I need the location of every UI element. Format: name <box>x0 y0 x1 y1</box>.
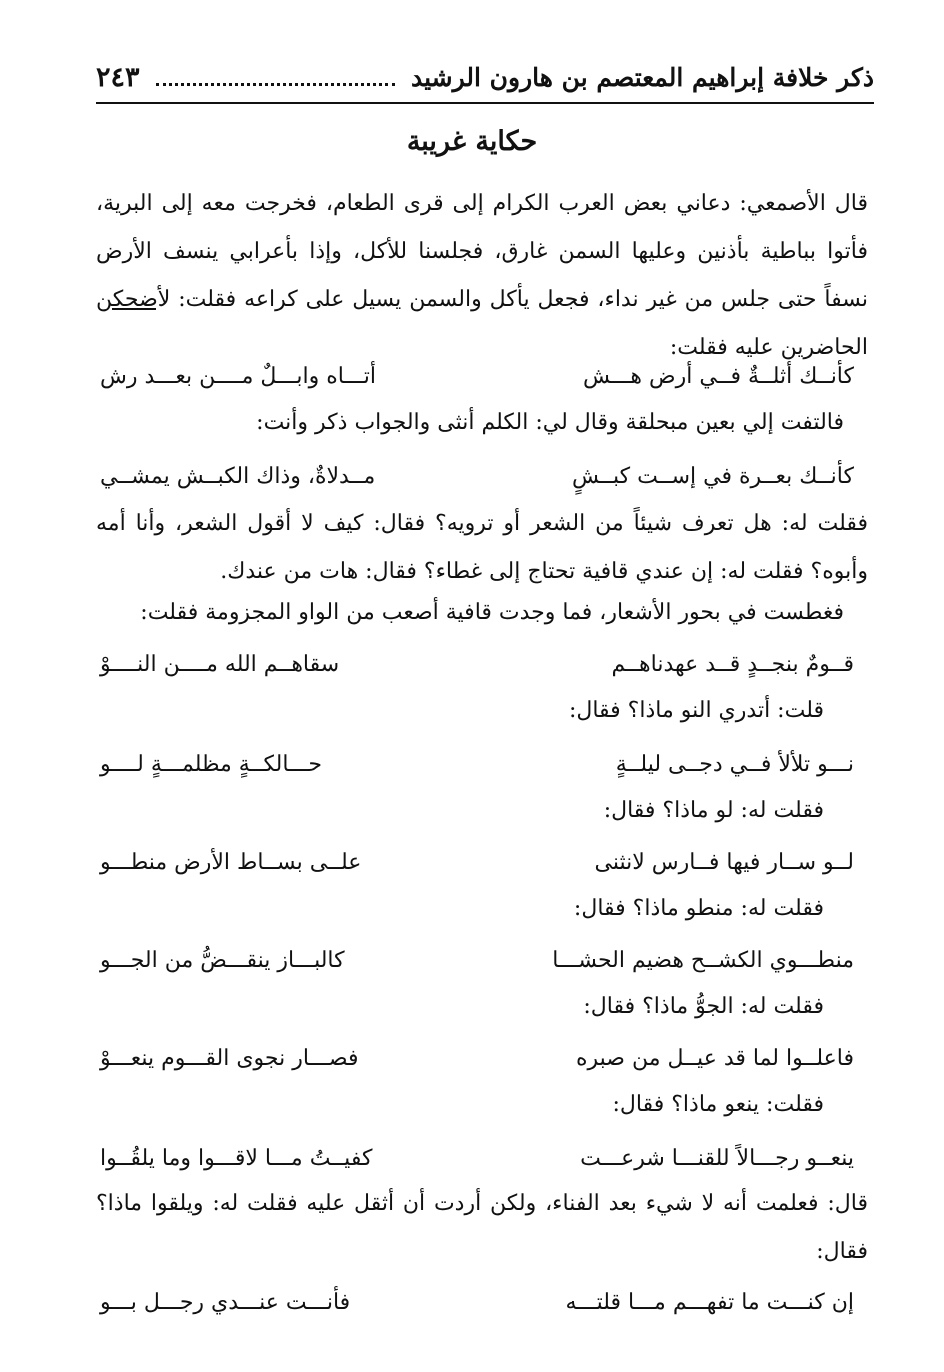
verse-line <box>100 1034 854 1082</box>
verse-line <box>100 936 854 984</box>
dialogue-line: فقلت له: لو ماذا؟ فقال: <box>603 798 824 823</box>
dotted-leader <box>156 69 395 86</box>
page-header <box>96 52 874 104</box>
verse-second-hemistich: أتـــاه وابـــلٌ مــــن بعـــد رش <box>100 363 377 389</box>
verse-first-hemistich: قــومٌ بنجــدٍ قــد عهدناهــم <box>611 651 854 677</box>
dialogue-line: فقلت له: الجوُّ ماذا؟ فقال: <box>583 994 824 1019</box>
paragraph-closing: قال: فعلمت أنه لا شيء بعد الفناء، ولكن أردت أن أثقل عليه فقلت له: ويلقوا ماذا؟ فقال: <box>96 1191 868 1264</box>
verse-line <box>100 640 854 688</box>
verse-first-hemistich: لــو ســار فيها فــارس لانثنى <box>594 849 854 875</box>
verse-second-hemistich: حـــالكــةٍ مظلمـــةٍ لــــو <box>100 751 322 777</box>
verse-second-hemistich: فصـــار نجوى القـــوم ينعـــوْ <box>100 1045 359 1071</box>
paragraph-rhyme: فغطست في بحور الأشعار، فما وجدت قافية أصعب من الواو المجزومة فقلت: <box>140 600 844 625</box>
paragraph-challenge: فقلت له: هل تعرف شيئاً من الشعر أو ترويه؟ فقال: كيف لا أقول الشعر، وأنا أمه وأبوه؟ فقلت له: إن عندي قافية تحتاج إلى غطاء؟ فقال: هات من عندك. <box>96 511 868 584</box>
verse-line <box>100 740 854 788</box>
verse-second-hemistich: مــدلاةٌ، وذاك الكبــش يمشــي <box>100 463 376 489</box>
section-title: حكاية غريبة <box>406 126 538 157</box>
paragraph-intro: قال الأصمعي: دعاني بعض العرب الكرام إلى قرى الطعام، فخرجت معه إلى البرية، فأتوا بباطية بأذنين وعليها السمن غارق، فجلسنا للأكل، وإذا بأعرابي ينسف الأرض نسفاً حتى جلس من غير نداء، فجعل يأكل والسمن يسيل على كراعه فقلت: لأضحكن الحاضرين عليه فقلت: <box>96 191 868 360</box>
verse-line <box>100 838 854 886</box>
verse-first-hemistich: كأنــك بعــرة في إســت كبــشٍ <box>572 463 854 489</box>
running-title: ذكر خلافة إبراهيم المعتصم بن هارون الرشيد <box>411 62 874 92</box>
verse-first-hemistich: كأنــك أثلــةٌ فــي أرض هـــش <box>583 363 854 389</box>
verse-second-hemistich: علــى بســاط الأرض منطـــو <box>100 849 362 875</box>
verse-first-hemistich: ينعــو رجـــالاً للقنـــا شرعـــت <box>580 1145 854 1171</box>
page-number: ٢٤٣ <box>96 61 140 93</box>
verse-line <box>100 1134 854 1182</box>
decorative-rule <box>112 308 156 310</box>
verse-first-hemistich: فاعلــوا لما قد عيــل من صبره <box>576 1045 854 1071</box>
verse-first-hemistich: منطـــوي الكشــح هضيم الحشـــا <box>552 947 854 973</box>
verse-second-hemistich: فأنـــت عنـــدي رجـــل بـــو <box>100 1289 351 1315</box>
verse-line <box>100 1278 854 1326</box>
dialogue-line: فقلت له: منطو ماذا؟ فقال: <box>573 896 824 921</box>
verse-second-hemistich: كفيــتُ مـــا لاقـــوا وما يلقُــوا <box>100 1145 373 1171</box>
verse-second-hemistich: سقاهــم الله مــــن النــــوْ <box>100 651 340 677</box>
dialogue-line: قلت: أتدري النو ماذا؟ فقال: <box>568 698 824 723</box>
paragraph-reply: فالتفت إلي بعين مبحلقة وقال لي: الكلم أنثى والجواب ذكر وأنت: <box>256 410 844 435</box>
verse-second-hemistich: كالبـــاز ينقـــضُّ من الجـــو <box>100 947 345 973</box>
verse-first-hemistich: إن كنـــت ما تفهـــم مـــا قلتـــه <box>565 1289 854 1315</box>
verse-line <box>100 452 854 500</box>
dialogue-line: فقلت: ينعو ماذا؟ فقال: <box>612 1092 824 1117</box>
verse-line <box>100 352 854 400</box>
verse-first-hemistich: نـــو تلألأ فــي دجــى ليلــةٍ <box>615 751 854 777</box>
